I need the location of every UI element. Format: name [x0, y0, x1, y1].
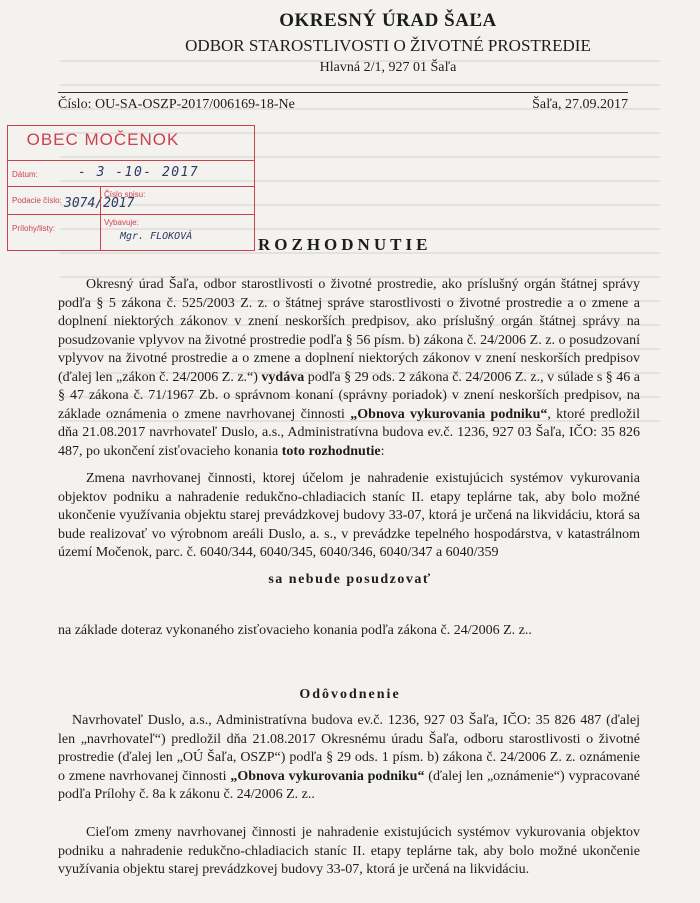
- project-name: „Obnova vykurovania podniku“: [350, 406, 548, 422]
- office-name: OKRESNÝ ÚRAD ŠAĽA: [279, 10, 497, 31]
- stamp-filing-value: 3074/2017: [64, 196, 135, 211]
- reasoning-heading: Odôvodnenie: [299, 687, 401, 702]
- stamp-row-date: [8, 160, 254, 187]
- department-name: ODBOR STAROSTLIVOSTI O ŽIVOTNÉ PROSTREDIE: [185, 36, 591, 55]
- paragraph-text: Navrhovateľ Duslo, a.s., Administratívna budova ev.č. 1236, 927 03 Šaľa, IČO: 35 826 487 (ďalej len „navrhovateľ“) predložil dňa 21.08.2017 Okresnému úradu Šaľa, odboru starostlivosti o životné prostredie (ďalej len „OÚ Šaľa, OSZP“) podľa § 29 ods. 1 písm. b) zákona č. 24/2006 Z. z. oznámenie o zmene navrhovanej činnosti: [58, 713, 640, 784]
- stamp-row-filing: [8, 186, 254, 215]
- decision-verdict: sa nebude posudzovať: [268, 572, 432, 587]
- verdict-basis: na základe doteraz vykonaného zisťovacieho konania podľa zákona č. 24/2006 Z. z..: [58, 623, 532, 638]
- stamp-attachments-label: Prílohy/listy:: [12, 224, 56, 233]
- registry-stamp: [7, 125, 255, 251]
- stamp-handler-label: Vybavuje:: [104, 218, 139, 227]
- reference-line: [58, 92, 628, 113]
- decision-intro-paragraph: [58, 276, 640, 461]
- activity-description: Zmena navrhovanej činnosti, ktorej účelom je nahradenie existujúcich systémov vykurovania objektov podniku a nahradenie redukčno-chladiacich staníc II. etapy teplárne tak, aby bolo možné ukončenie využívania objektu starej prevádzkovej budovy 33-07, ktorá je určená na likvidáciu, ktorá sa bude realizovať vo výrobnom areáli Duslo, a. s., v prevádzke tepelného hospodárstva, v katastrálnom území Močenok, parc. č. 6040/344, 6040/345, 6040/346, 6040/347 a 6040/359: [58, 471, 640, 560]
- decision-title: ROZHODNUTIE: [258, 235, 432, 254]
- stamp-handler-value: Mgr. FLOKOVÁ: [120, 231, 193, 242]
- place-date: Šaľa, 27.09.2017: [532, 97, 628, 112]
- stamp-municipality: OBEC MOČENOK: [26, 130, 180, 149]
- paragraph-text: Okresný úrad Šaľa, odbor starostlivosti o životné prostredie, ako príslušný orgán štátnej správy podľa § 5 zákona č. 525/2003 Z. z. o štátnej správe starostlivosti o životné prostredie a o zmene a doplnení niektorých zákonov v znení neskorších predpisov, ako príslušný orgán štátnej správy na posudzovanie vplyvov na životné prostredie podľa § 56 písm. b) zákona č. 24/2006 Z. z. o posudzovaní vplyvov na životné prostredie a o zmene a doplnení niektorých zákonov v znení neskorších predpisov (ďalej len „zákon č. 24/2006 Z. z.“): [58, 277, 640, 385]
- reference-number: Číslo: OU-SA-OSZP-2017/006169-18-Ne: [58, 97, 295, 112]
- stamp-date-value: - 3 -10- 2017: [78, 165, 200, 180]
- bold-text: vydáva: [261, 369, 305, 385]
- office-address: Hlavná 2/1, 927 01 Šaľa: [319, 60, 457, 75]
- reasoning-paragraph: [58, 712, 640, 805]
- paragraph-text: (ďalej len „oznámenie“) vypracované podľa Prílohy č. 8a k zákonu č. 24/2006 Z. z..: [58, 768, 641, 802]
- paragraph-text: podľa § 29 ods. 2 zákona č. 24/2006 Z. z., v súlade s § 46 a § 47 zákona č. 71/1967 Zb. o správnom konaní (správny poriadok) v znení neskorších predpisov, na základe oznámenia o zmene navrhovanej činnosti: [58, 369, 641, 422]
- project-name: „Obnova vykurovania podniku“: [230, 768, 425, 784]
- goal-paragraph: Cieľom zmeny navrhovanej činnosti je nahradenie existujúcich systémov vykurovania objektov podniku a nahradenie redukčno-chladiacich staníc II. etapy teplárne tak, aby bolo možné ukončenie využívania objektu starej prevádzkovej budovy 33-07, ktorá je určená na likvidáciu.: [58, 825, 640, 877]
- stamp-divider: [100, 187, 101, 215]
- stamp-filing-label: Podacie číslo:: [12, 196, 62, 205]
- bold-text: toto rozhodnutie: [281, 443, 381, 459]
- stamp-date-label: Dátum:: [12, 170, 38, 179]
- paragraph-text: :: [380, 443, 385, 459]
- paragraph-text: , ktoré predložil dňa 21.08.2017 navrhovateľ Duslo, a.s., Administratívna budova ev.č. 1236, 927 03 Šaľa, IČO: 35 826 487, po ukončení zisťovacieho konania: [58, 406, 641, 459]
- stamp-row-attachments: [8, 214, 254, 250]
- stamp-divider: [100, 215, 101, 250]
- stamp-file-label: Číslo spisu:: [104, 190, 146, 199]
